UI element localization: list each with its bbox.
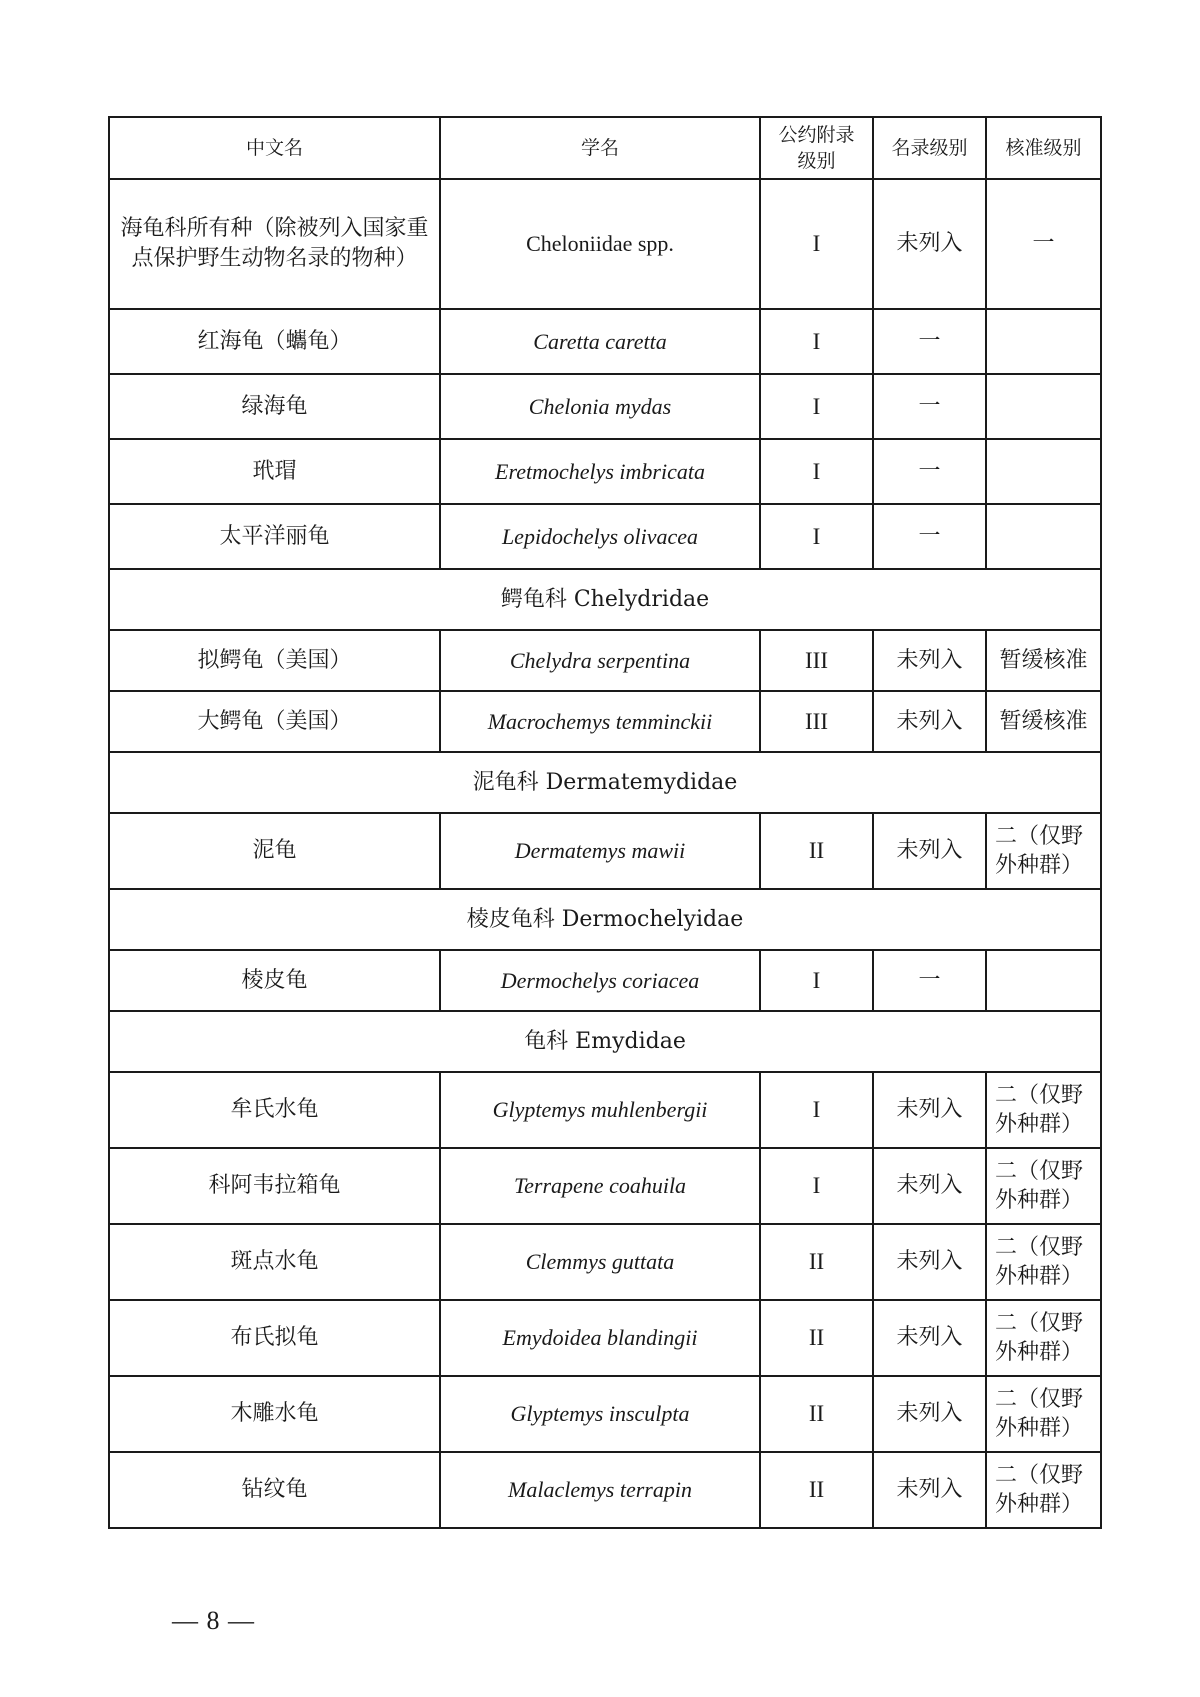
page-number: — 8 — <box>172 1606 255 1635</box>
scientific-name-cell: Malaclemys terrapin <box>440 1452 760 1528</box>
table-body <box>109 179 1101 1528</box>
appendix-level-cell: III <box>760 691 873 752</box>
family-row <box>109 752 1101 813</box>
table-row <box>109 179 1101 309</box>
scientific-name-cell: Emydoidea blandingii <box>440 1300 760 1376</box>
approval-level-cell: 二（仅野外种群） <box>986 1072 1101 1148</box>
table-row <box>109 1376 1101 1452</box>
appendix-level-cell: II <box>760 1224 873 1300</box>
appendix-level-cell: I <box>760 179 873 309</box>
list-level-cell: 未列入 <box>873 813 986 889</box>
family-row <box>109 889 1101 950</box>
table-row <box>109 1452 1101 1528</box>
list-level-cell: 未列入 <box>873 1148 986 1224</box>
list-level-cell: 一 <box>873 374 986 439</box>
chinese-name-cell: 斑点水龟 <box>109 1224 440 1300</box>
table-row <box>109 813 1101 889</box>
approval-level-cell: 二（仅野外种群） <box>986 1148 1101 1224</box>
list-level-cell: 未列入 <box>873 179 986 309</box>
chinese-name-cell: 科阿韦拉箱龟 <box>109 1148 440 1224</box>
chinese-name-cell: 绿海龟 <box>109 374 440 439</box>
approval-level-cell <box>986 309 1101 374</box>
header-appendix-level: 公约附录级别 <box>760 117 873 179</box>
approval-level-cell <box>986 504 1101 569</box>
approval-level-cell: 二（仅野外种群） <box>986 1452 1101 1528</box>
table-row <box>109 950 1101 1011</box>
scientific-name-cell: Glyptemys insculpta <box>440 1376 760 1452</box>
species-table <box>108 116 1102 1529</box>
appendix-level-cell: I <box>760 504 873 569</box>
approval-level-cell: 二（仅野外种群） <box>986 1224 1101 1300</box>
table-row <box>109 374 1101 439</box>
approval-level-cell <box>986 950 1101 1011</box>
scientific-name-cell: Terrapene coahuila <box>440 1148 760 1224</box>
scientific-name-cell: Glyptemys muhlenbergii <box>440 1072 760 1148</box>
table-row <box>109 439 1101 504</box>
table-row <box>109 504 1101 569</box>
family-row <box>109 1011 1101 1072</box>
scientific-name-cell: Caretta caretta <box>440 309 760 374</box>
list-level-cell: 一 <box>873 439 986 504</box>
chinese-name-cell: 牟氏水龟 <box>109 1072 440 1148</box>
list-level-cell: 未列入 <box>873 1300 986 1376</box>
table-row <box>109 630 1101 691</box>
scientific-name-cell: Chelydra serpentina <box>440 630 760 691</box>
list-level-cell: 未列入 <box>873 1452 986 1528</box>
scientific-name-cell: Eretmochelys imbricata <box>440 439 760 504</box>
chinese-name-cell: 太平洋丽龟 <box>109 504 440 569</box>
chinese-name-cell: 棱皮龟 <box>109 950 440 1011</box>
list-level-cell: 未列入 <box>873 1376 986 1452</box>
table-row <box>109 691 1101 752</box>
header-list-level: 名录级别 <box>873 117 986 179</box>
header-scientific-name: 学名 <box>440 117 760 179</box>
header-approval-level: 核准级别 <box>986 117 1101 179</box>
chinese-name-cell: 拟鳄龟（美国） <box>109 630 440 691</box>
appendix-level-cell: II <box>760 1300 873 1376</box>
appendix-level-cell: II <box>760 813 873 889</box>
scientific-name-cell: Chelonia mydas <box>440 374 760 439</box>
appendix-level-cell: I <box>760 439 873 504</box>
approval-level-cell <box>986 439 1101 504</box>
approval-level-cell <box>986 374 1101 439</box>
table-row <box>109 1300 1101 1376</box>
list-level-cell: 一 <box>873 309 986 374</box>
scientific-name-cell: Dermochelys coriacea <box>440 950 760 1011</box>
appendix-level-cell: I <box>760 1072 873 1148</box>
chinese-name-cell: 布氏拟龟 <box>109 1300 440 1376</box>
approval-level-cell: 二（仅野外种群） <box>986 1300 1101 1376</box>
approval-level-cell: 一 <box>986 179 1101 309</box>
family-label: 鳄龟科 Chelydridae <box>109 569 1101 630</box>
list-level-cell: 未列入 <box>873 630 986 691</box>
chinese-name-cell: 大鳄龟（美国） <box>109 691 440 752</box>
approval-level-cell: 二（仅野外种群） <box>986 1376 1101 1452</box>
scientific-name-cell: Lepidochelys olivacea <box>440 504 760 569</box>
list-level-cell: 一 <box>873 950 986 1011</box>
table-row <box>109 1072 1101 1148</box>
appendix-level-cell: I <box>760 374 873 439</box>
appendix-level-cell: III <box>760 630 873 691</box>
family-label: 泥龟科 Dermatemydidae <box>109 752 1101 813</box>
chinese-name-cell: 海龟科所有种（除被列入国家重点保护野生动物名录的物种） <box>109 179 440 309</box>
appendix-level-cell: I <box>760 1148 873 1224</box>
chinese-name-cell: 红海龟（蠵龟） <box>109 309 440 374</box>
list-level-cell: 一 <box>873 504 986 569</box>
family-label: 棱皮龟科 Dermochelyidae <box>109 889 1101 950</box>
chinese-name-cell: 泥龟 <box>109 813 440 889</box>
table-row <box>109 309 1101 374</box>
chinese-name-cell: 玳瑁 <box>109 439 440 504</box>
list-level-cell: 未列入 <box>873 1224 986 1300</box>
chinese-name-cell: 钻纹龟 <box>109 1452 440 1528</box>
table-header-row <box>109 117 1101 179</box>
scientific-name-cell: Dermatemys mawii <box>440 813 760 889</box>
approval-level-cell: 暂缓核准 <box>986 691 1101 752</box>
list-level-cell: 未列入 <box>873 691 986 752</box>
list-level-cell: 未列入 <box>873 1072 986 1148</box>
appendix-level-cell: I <box>760 950 873 1011</box>
scientific-name-cell: Cheloniidae spp. <box>440 179 760 309</box>
header-chinese-name: 中文名 <box>109 117 440 179</box>
approval-level-cell: 二（仅野外种群） <box>986 813 1101 889</box>
appendix-level-cell: I <box>760 309 873 374</box>
family-row <box>109 569 1101 630</box>
family-label: 龟科 Emydidae <box>109 1011 1101 1072</box>
approval-level-cell: 暂缓核准 <box>986 630 1101 691</box>
scientific-name-cell: Clemmys guttata <box>440 1224 760 1300</box>
scientific-name-cell: Macrochemys temminckii <box>440 691 760 752</box>
appendix-level-cell: II <box>760 1376 873 1452</box>
table-row <box>109 1224 1101 1300</box>
appendix-level-cell: II <box>760 1452 873 1528</box>
chinese-name-cell: 木雕水龟 <box>109 1376 440 1452</box>
table-row <box>109 1148 1101 1224</box>
